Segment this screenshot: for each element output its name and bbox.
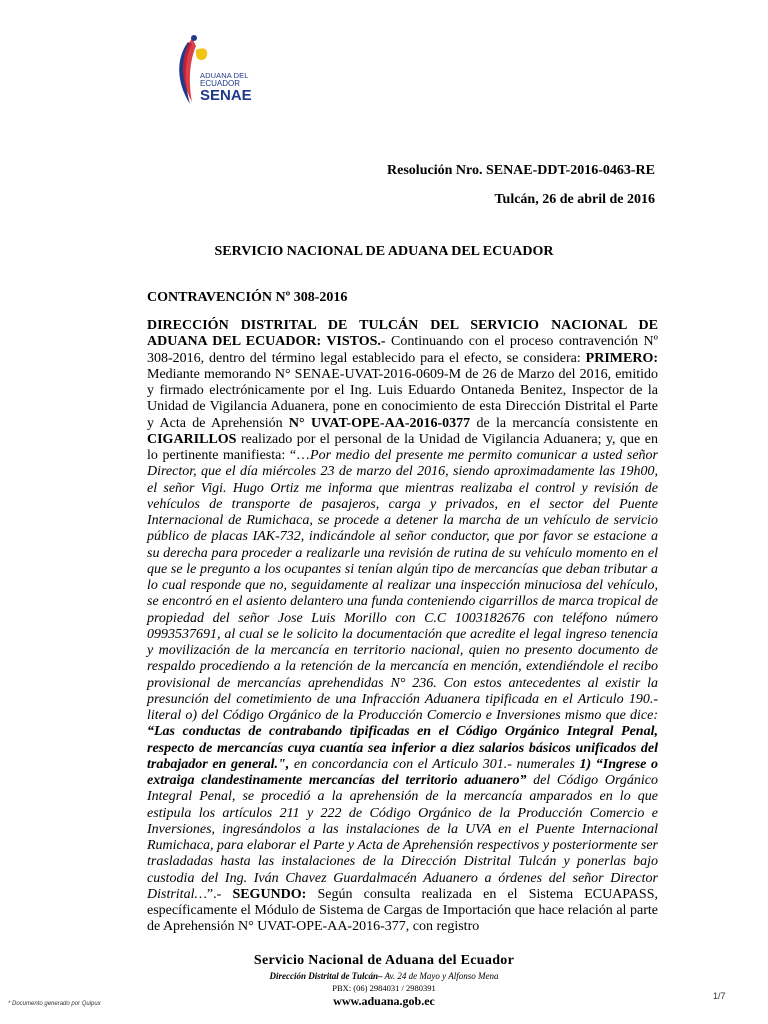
footer-website-link[interactable]: www.aduana.gob.ec	[333, 994, 435, 1008]
logo-line-3: SENAE	[200, 86, 252, 104]
generated-note: * Documento generado por Quipux	[8, 1001, 101, 1007]
body-law-quote-2: 1) “Ingrese o extraiga clandestinamente mercancías del territorio aduanero”	[147, 756, 658, 788]
logo-text	[200, 72, 252, 103]
logo-line-2: ECUADOR	[200, 78, 241, 88]
resolution-number: Resolución Nro. SENAE-DDT-2016-0463-RE	[387, 163, 655, 178]
body-quote-2: en concordancia con el Articulo 301.- numerales	[289, 756, 580, 772]
body-segundo: SEGUNDO:	[232, 886, 307, 902]
footer-address-rest: Av. 24 de Mayo y Alfonso Mena	[382, 971, 499, 981]
body-cigarillos: CIGARILLOS	[147, 431, 237, 447]
body-heading: DIRECCIÓN DISTRITAL DE TULCÁN DEL SERVICIO NACIONAL DE ADUANA DEL ECUADOR: VISTOS.-	[147, 318, 658, 350]
body-text-3: de la mercancía consistente en	[470, 415, 658, 431]
body-acta-number: N° UVAT-OPE-AA-2016-0377	[288, 415, 471, 431]
resolution-body	[147, 318, 658, 936]
logo-line-1: ADUANA DEL	[200, 71, 249, 80]
place-date: Tulcán, 26 de abril de 2016	[494, 192, 655, 207]
document-title: SERVICIO NACIONAL DE ADUANA DEL ECUADOR	[214, 244, 554, 259]
body-text-4: realizado por el personal de la Unidad de Vigilancia Aduanera; y, que en lo pertinente manifiesta: “…	[147, 431, 658, 463]
body-quote-3: del Código Orgánico Integral Penal, se procedió a la aprehensión de la mercancía amparados en lo que estipula los artículos 211 y 222 de Código Orgánico de la Producción Comercio e Inversiones, ingresándolos a las instalaciones de la UVA en el Puente Internacional Rumichaca, para elaborar el Parte y Acta de Aprehensión respectivos y posteriormente ser trasladadas hasta las instalaciones de la Dirección Distrital Tulcán y ponerlas bajo custodia del Ing. Iván Chavez Guardalmacén Aduanero a órdenes del señor Director Distrital…	[147, 773, 658, 902]
body-text-1: Continuando con el proceso contravención Nº 308-2016, dentro del término legal establecido para el efecto, se considera:	[147, 334, 658, 366]
body-text-6: Según consulta realizada en el Sistema ECUAPASS, específicamente el Módulo de Sistema de Cargas de Importación que hace relación al parte de Aprehensión N° UVAT-OPE-AA-2016-377, con registro	[147, 886, 658, 935]
body-text-5: ”.-	[206, 886, 233, 902]
page-number: 1/7	[713, 991, 726, 1001]
footer-address	[0, 971, 768, 981]
body-quote: Por medio del presente me permito comunicar a usted señor Director, que el día miércoles 23 de marzo del 2016, siendo aproximadamente las 19h00, el señor Vigi. Hugo Ortiz me informa que mientras realizaba el control y revisión de vehículos de transporte de pasajeros, carga y privados, en el sector del Puente Internacional de Rumichaca, se procede a detener la marcha de un vehículo de servicio público de placas IAK-732, indicándole al señor conductor, que por favor se estacione a su derecha para proceder a realizarle una revisión de rutina de su vehículo momento en el que se le pregunto a los ocupantes si tenían algún tipo de mercancías que deban tributar a lo cual responde que no, seguidamente al realizar una inspección minuciosa del vehículo, se encontró en el asiento delantero una funda conteniendo cigarrillos de marca tropical de propiedad del señor Jose Luis Morillo con C.C 1003182676 con teléfono número 0993537691, al cual se le solicito la documentación que acredite el legal ingreso tenencia y movilización de la mercancía en territorio nacional, quien no presento documento de respaldo procediendo a la retención de la mercancía en mención, extendiéndole el recibo provisional de mercancías aprehendidas N° 236. Con estos antecedentes al existir la presunción del cometimiento de una Infracción Aduanera tipificada en el Articulo 190.- literal o) del Código Orgánico de la Producción Comercio e Inversiones mismo que dice:	[147, 448, 658, 723]
contravencion-number: CONTRAVENCIÓN Nº 308-2016	[147, 290, 348, 305]
body-text-2: Mediante memorando N° SENAE-UVAT-2016-0609-M de 26 de Marzo del 2016, emitido y firmado electrónicamente por el Ing. Luis Eduardo Ontaneda Benitez, Inspector de la Unidad de Vigilancia Aduanera, pone en conocimiento de esta Dirección Distrital el Parte y Acta de Aprehensión	[147, 366, 658, 431]
footer-address-bold: Dirección Distrital de Tulcán–	[269, 971, 383, 981]
body-law-quote-1: “Las conductas de contrabando tipificadas en el Código Orgánico Integral Penal, respecto de mercancías cuya cuantía sea inferior a diez salarios básicos unificados del trabajador en general.",	[147, 724, 658, 772]
footer-phone: PBX: (06) 2984031 / 2980391	[332, 983, 436, 993]
body-primero: PRIMERO:	[585, 350, 658, 366]
footer-title: Servicio Nacional de Aduana del Ecuador	[253, 953, 515, 968]
